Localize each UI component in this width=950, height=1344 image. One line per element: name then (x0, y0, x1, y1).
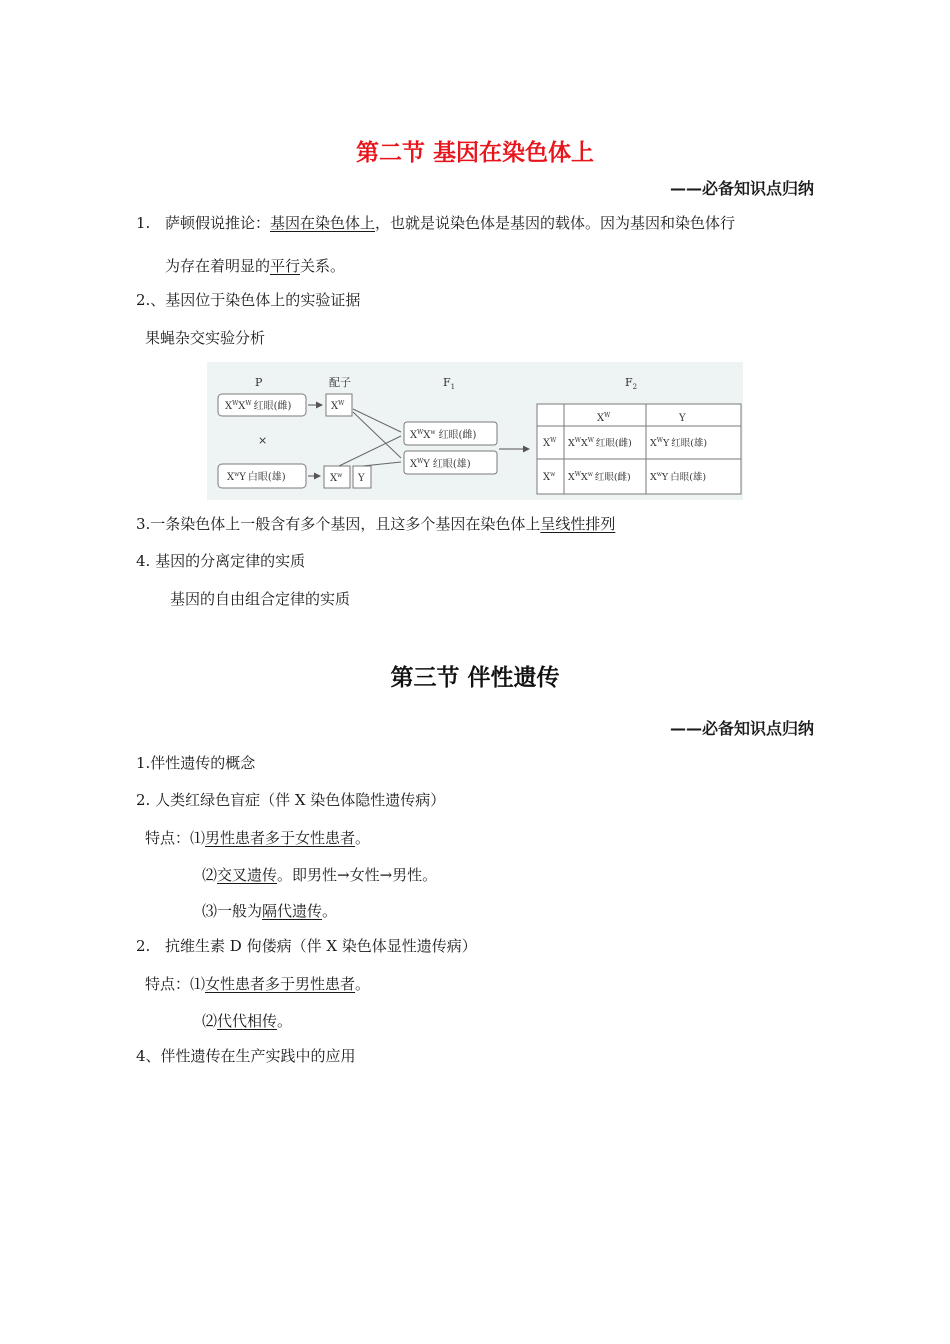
allele-sup: w (656, 471, 662, 478)
underlined-term: 男性患者多于女性患者 (205, 829, 356, 847)
allele: X (330, 473, 338, 484)
allele-sup: W (574, 471, 581, 478)
allele: X (410, 459, 418, 470)
allele: Y (661, 472, 669, 483)
phenotype: 红眼(雄) (671, 438, 708, 449)
feature2-line-2 (202, 1011, 292, 1031)
phenotype: 白眼(雄) (670, 472, 707, 483)
feature-line-3 (202, 901, 337, 921)
allele-sup: w (550, 471, 556, 478)
allele: X (331, 401, 339, 412)
feature-num: ⑴ (190, 975, 206, 993)
text: 为存在着明显的 (165, 257, 271, 275)
allele-sup: W (656, 437, 663, 444)
allele: X (580, 472, 588, 483)
text: 。 (355, 829, 371, 847)
underlined-term: 隔代遗传 (262, 902, 323, 920)
allele-sup: W (245, 400, 252, 407)
allele: X (238, 401, 246, 412)
underlined-term: 代代相传 (217, 1012, 278, 1030)
text: 一般为 (217, 902, 263, 920)
section2-item4: 4. 基因的分离定律的实质 (136, 552, 306, 570)
section3-item1: 1.伴性遗传的概念 (136, 754, 256, 772)
underlined-term: 交叉遗传 (217, 866, 278, 884)
underlined-term: 基因在染色体上 (270, 214, 376, 232)
allele-sup: w (337, 472, 343, 479)
allele-sup: W (232, 400, 239, 407)
section2-item1-num: 1. (136, 214, 151, 232)
section3-subtitle: ——必备知识点归纳 (669, 719, 814, 738)
allele-sup: W (417, 429, 424, 436)
cross-sign: × (258, 434, 268, 447)
feature-line-1 (145, 828, 370, 848)
text: 3.一条染色体上一般含有多个基因，且这多个基因在染色体上 (136, 515, 541, 533)
allele-sup: W (574, 437, 581, 444)
f1-subscript: 1 (450, 383, 456, 391)
section2-item3 (136, 514, 615, 534)
underlined-term: 平行 (270, 257, 301, 275)
allele: X (568, 472, 575, 483)
allele-sup: W (604, 412, 611, 419)
allele: Y (239, 472, 246, 483)
phenotype: 白眼(雄) (247, 472, 286, 483)
section2-subtitle: ——必备知识点归纳 (669, 179, 814, 198)
text: 。 (277, 1012, 293, 1030)
allele: X (597, 413, 605, 424)
feature-line-2 (202, 865, 437, 885)
underlined-term: 呈线性排列 (540, 515, 616, 533)
text: 。 (355, 975, 371, 993)
allele: X (580, 438, 588, 449)
allele: X (568, 438, 575, 449)
allele: Y (662, 438, 670, 449)
feature-num: ⑵ (202, 866, 218, 884)
phenotype: 红眼(雌) (253, 401, 292, 412)
f1-letter: F (443, 376, 451, 389)
allele: X (650, 438, 657, 449)
allele-sup: w (587, 471, 593, 478)
gamete-label: 配子 (329, 376, 351, 389)
section3-item3-num: 2. (136, 937, 151, 955)
fruitfly-cross-diagram (207, 362, 743, 500)
feature-label: 特点： (145, 975, 191, 993)
text: ，也就是说染色体是基因的载体。因为基因和染色体行 (375, 214, 736, 232)
feature-num: ⑴ (190, 829, 206, 847)
f2-subscript: 2 (632, 383, 638, 391)
allele: X (650, 472, 657, 483)
phenotype: 红眼(雌) (594, 472, 631, 483)
p-label: P (255, 376, 263, 389)
phenotype: 红眼(雌) (438, 430, 477, 441)
section3-item3: 抗维生素 D 佝偻病（伴 X 染色体显性遗传病） (165, 937, 477, 955)
phenotype: 红眼(雄) (432, 459, 471, 470)
allele-sup: W (417, 458, 424, 465)
text: 关系。 (300, 257, 346, 275)
gamete-male-y: Y (358, 473, 365, 484)
allele: Y (423, 459, 430, 470)
allele: X (423, 430, 431, 441)
allele-sup: W (587, 437, 594, 444)
table-col2: Y (679, 413, 686, 424)
feature2-line-1 (145, 974, 370, 994)
phenotype: 红眼(雌) (595, 438, 632, 449)
section2-item4-sub: 基因的自由组合定律的实质 (170, 590, 351, 608)
section3-title: 第三节 伴性遗传 (390, 665, 560, 691)
allele-sup: w (234, 471, 240, 478)
feature-label: 特点： (145, 829, 191, 847)
section2-item2-sub: 果蝇杂交实验分析 (145, 329, 266, 347)
section2-item1-line1 (165, 213, 735, 233)
allele-sup: w (430, 429, 436, 436)
text: 萨顿假说推论： (165, 214, 271, 232)
f2-letter: F (625, 376, 633, 389)
text: 。 (322, 902, 338, 920)
allele: X (227, 472, 235, 483)
section2-item1-line2 (165, 256, 345, 276)
section3-item4: 4、伴性遗传在生产实践中的应用 (136, 1047, 356, 1065)
section3-item2: 2. 人类红绿色盲症（伴 X 染色体隐性遗传病） (136, 791, 446, 809)
section2-title: 第二节 基因在染色体上 (355, 140, 594, 166)
text: 。即男性→女性→男性。 (277, 866, 438, 884)
allele: X (225, 401, 233, 412)
feature-num: ⑵ (202, 1012, 218, 1030)
allele: X (543, 438, 551, 449)
allele: X (410, 430, 418, 441)
underlined-term: 女性患者多于男性患者 (205, 975, 356, 993)
feature-num: ⑶ (202, 902, 218, 920)
allele-sup: W (338, 400, 345, 407)
allele-sup: W (550, 437, 557, 444)
section2-item2: 2.、基因位于染色体上的实验证据 (136, 291, 361, 309)
allele: X (543, 472, 551, 483)
